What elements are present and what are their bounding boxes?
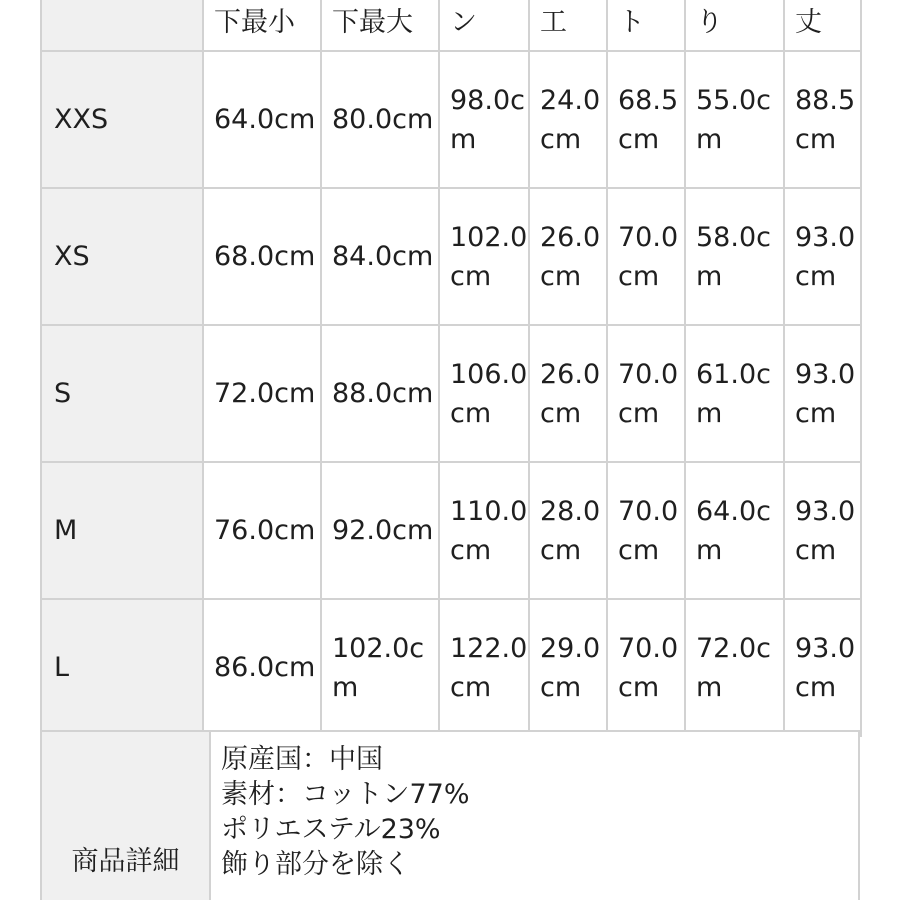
table-row: [41, 188, 861, 325]
measurement-cell: 70.0cm: [607, 599, 685, 736]
measurement-cell: 88.0cm: [321, 325, 439, 462]
measurement-cell: 68.0cm: [203, 188, 321, 325]
table-row: [41, 51, 861, 188]
measurement-cell: 64.0cm: [685, 462, 784, 599]
measurement-cell: 26.0cm: [529, 188, 607, 325]
measurement-cell: 102.0cm: [439, 188, 529, 325]
detail-line-note: 飾り部分を除く: [221, 849, 410, 880]
product-details-row: [41, 731, 859, 900]
header-cell: 下最大: [321, 0, 439, 51]
size-chart-header-row: [41, 0, 861, 51]
detail-line-origin: 原産国：中国: [221, 744, 383, 775]
header-cell: ト: [607, 0, 685, 51]
header-cell: 丈: [784, 0, 861, 51]
measurement-cell: 70.0cm: [607, 188, 685, 325]
measurement-cell: 84.0cm: [321, 188, 439, 325]
measurement-cell: 122.0cm: [439, 599, 529, 736]
measurement-cell: 106.0cm: [439, 325, 529, 462]
header-cell: 工: [529, 0, 607, 51]
measurement-cell: 98.0cm: [439, 51, 529, 188]
size-label: XXS: [41, 51, 203, 188]
measurement-cell: 58.0cm: [685, 188, 784, 325]
size-label: M: [41, 462, 203, 599]
measurement-cell: 24.0cm: [529, 51, 607, 188]
size-label: L: [41, 599, 203, 736]
table-row: [41, 325, 861, 462]
measurement-cell: 70.0cm: [607, 325, 685, 462]
measurement-cell: 29.0cm: [529, 599, 607, 736]
header-cell: り: [685, 0, 784, 51]
measurement-cell: 76.0cm: [203, 462, 321, 599]
header-cell: 下最小: [203, 0, 321, 51]
measurement-cell: 93.0cm: [784, 599, 861, 736]
measurement-cell: 102.0cm: [321, 599, 439, 736]
detail-line-material-2: ポリエステル23%: [221, 814, 441, 845]
header-cell: ン: [439, 0, 529, 51]
table-row: [41, 462, 861, 599]
table-row: [41, 599, 861, 736]
measurement-cell: 80.0cm: [321, 51, 439, 188]
measurement-cell: 72.0cm: [203, 325, 321, 462]
size-label: S: [41, 325, 203, 462]
measurement-cell: 68.5cm: [607, 51, 685, 188]
product-details-content: [210, 731, 859, 900]
detail-line-material: 素材：コットン77%: [221, 779, 470, 810]
product-details-label: 商品詳細: [41, 731, 210, 900]
measurement-cell: 93.0cm: [784, 188, 861, 325]
measurement-cell: 28.0cm: [529, 462, 607, 599]
measurement-cell: 93.0cm: [784, 325, 861, 462]
size-label: XS: [41, 188, 203, 325]
measurement-cell: 55.0cm: [685, 51, 784, 188]
measurement-cell: 92.0cm: [321, 462, 439, 599]
measurement-cell: 70.0cm: [607, 462, 685, 599]
measurement-cell: 110.0cm: [439, 462, 529, 599]
measurement-cell: 86.0cm: [203, 599, 321, 736]
measurement-cell: 88.5cm: [784, 51, 861, 188]
header-corner-cell: [41, 0, 203, 51]
measurement-cell: 26.0cm: [529, 325, 607, 462]
measurement-cell: 64.0cm: [203, 51, 321, 188]
product-details-table: [40, 730, 860, 900]
measurement-cell: 93.0cm: [784, 462, 861, 599]
size-chart-table: [40, 0, 862, 737]
measurement-cell: 72.0cm: [685, 599, 784, 736]
measurement-cell: 61.0cm: [685, 325, 784, 462]
